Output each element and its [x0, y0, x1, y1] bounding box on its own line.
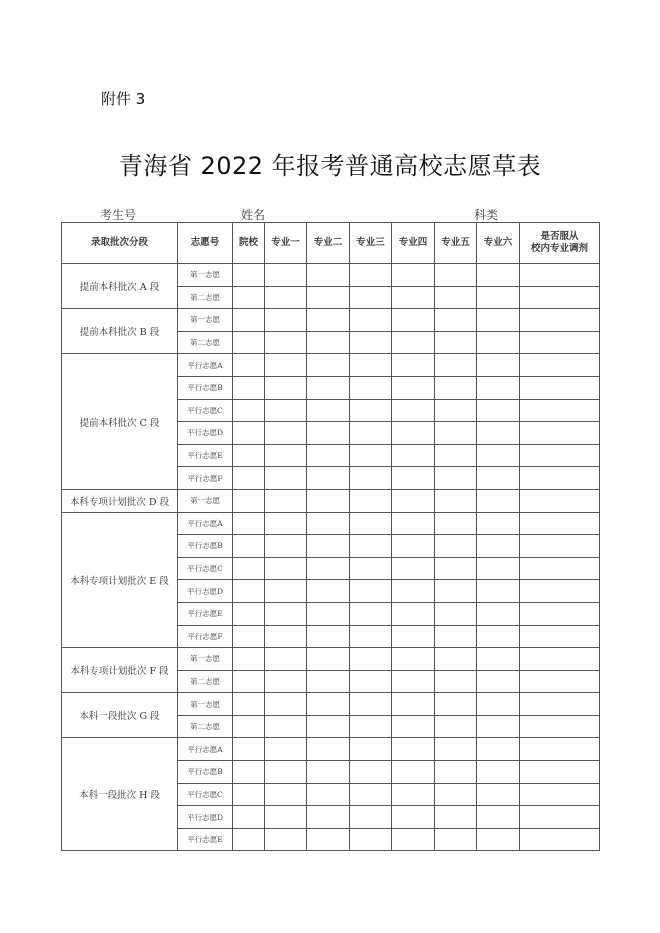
wish-number: 平行志愿D — [178, 580, 233, 603]
major1-cell[interactable] — [265, 715, 307, 738]
school-cell[interactable] — [233, 489, 265, 512]
major4-cell[interactable] — [392, 602, 435, 625]
batch-label: 本科专项计划批次 F 段 — [62, 648, 178, 693]
school-cell[interactable] — [233, 354, 265, 377]
major1-cell[interactable] — [265, 399, 307, 422]
major6-cell[interactable] — [477, 467, 520, 490]
major6-cell[interactable] — [477, 331, 520, 354]
major6-cell[interactable] — [477, 557, 520, 580]
major6-cell[interactable] — [477, 648, 520, 671]
major5-cell[interactable] — [435, 264, 477, 287]
major2-cell[interactable] — [307, 331, 350, 354]
major5-cell[interactable] — [435, 580, 477, 603]
major1-cell[interactable] — [265, 580, 307, 603]
adjust-cell[interactable] — [520, 331, 600, 354]
wish-number: 平行志愿E — [178, 602, 233, 625]
adjust-cell[interactable] — [520, 286, 600, 309]
header-batch: 录取批次分段 — [62, 223, 178, 264]
wish-number: 第二志愿 — [178, 331, 233, 354]
major3-cell[interactable] — [350, 761, 392, 784]
major6-cell[interactable] — [477, 399, 520, 422]
wish-number: 平行志愿A — [178, 354, 233, 377]
major1-cell[interactable] — [265, 828, 307, 851]
major3-cell[interactable] — [350, 693, 392, 716]
major4-cell[interactable] — [392, 444, 435, 467]
major6-cell[interactable] — [477, 625, 520, 648]
adjust-cell[interactable] — [520, 648, 600, 671]
school-cell[interactable] — [233, 264, 265, 287]
major4-cell[interactable] — [392, 580, 435, 603]
major3-cell[interactable] — [350, 331, 392, 354]
major6-cell[interactable] — [477, 489, 520, 512]
major6-cell[interactable] — [477, 738, 520, 761]
major3-cell[interactable] — [350, 512, 392, 535]
major2-cell[interactable] — [307, 761, 350, 784]
major4-cell[interactable] — [392, 693, 435, 716]
major3-cell[interactable] — [350, 625, 392, 648]
adjust-cell[interactable] — [520, 806, 600, 829]
major3-cell[interactable] — [350, 648, 392, 671]
adjust-cell[interactable] — [520, 512, 600, 535]
wish-number: 平行志愿C — [178, 783, 233, 806]
major1-cell[interactable] — [265, 738, 307, 761]
batch-label: 提前本科批次 B 段 — [62, 309, 178, 354]
adjust-cell[interactable] — [520, 602, 600, 625]
major3-cell[interactable] — [350, 354, 392, 377]
school-cell[interactable] — [233, 625, 265, 648]
major6-cell[interactable] — [477, 535, 520, 558]
major4-cell[interactable] — [392, 535, 435, 558]
major5-cell[interactable] — [435, 761, 477, 784]
major4-cell[interactable] — [392, 625, 435, 648]
major1-cell[interactable] — [265, 376, 307, 399]
table-row — [62, 512, 600, 535]
major4-cell[interactable] — [392, 489, 435, 512]
wish-number: 第二志愿 — [178, 670, 233, 693]
school-cell[interactable] — [233, 309, 265, 332]
major6-cell[interactable] — [477, 806, 520, 829]
wish-number: 平行志愿F — [178, 467, 233, 490]
major4-cell[interactable] — [392, 354, 435, 377]
adjust-cell[interactable] — [520, 422, 600, 445]
major5-cell[interactable] — [435, 467, 477, 490]
table-row — [62, 489, 600, 512]
major5-cell[interactable] — [435, 602, 477, 625]
major3-cell[interactable] — [350, 399, 392, 422]
school-cell[interactable] — [233, 467, 265, 490]
adjust-cell[interactable] — [520, 761, 600, 784]
school-cell[interactable] — [233, 761, 265, 784]
major3-cell[interactable] — [350, 580, 392, 603]
major5-cell[interactable] — [435, 535, 477, 558]
major1-cell[interactable] — [265, 535, 307, 558]
header-major6: 专业六 — [477, 223, 520, 264]
header-row — [62, 223, 600, 264]
major4-cell[interactable] — [392, 512, 435, 535]
major1-cell[interactable] — [265, 467, 307, 490]
major4-cell[interactable] — [392, 761, 435, 784]
major2-cell[interactable] — [307, 806, 350, 829]
major3-cell[interactable] — [350, 783, 392, 806]
major3-cell[interactable] — [350, 670, 392, 693]
wish-number: 平行志愿B — [178, 376, 233, 399]
major3-cell[interactable] — [350, 602, 392, 625]
school-cell[interactable] — [233, 602, 265, 625]
attachment-label: 附件 3 — [101, 90, 146, 108]
major6-cell[interactable] — [477, 580, 520, 603]
wish-number: 平行志愿A — [178, 738, 233, 761]
major5-cell[interactable] — [435, 693, 477, 716]
adjust-cell[interactable] — [520, 557, 600, 580]
major6-cell[interactable] — [477, 715, 520, 738]
major4-cell[interactable] — [392, 286, 435, 309]
major6-cell[interactable] — [477, 286, 520, 309]
table-row — [62, 693, 600, 716]
table-row — [62, 738, 600, 761]
table-row — [62, 648, 600, 671]
exam-number-label: 考生号 — [100, 208, 137, 222]
school-cell[interactable] — [233, 806, 265, 829]
wish-number: 第一志愿 — [178, 264, 233, 287]
wish-number: 平行志愿D — [178, 422, 233, 445]
major3-cell[interactable] — [350, 489, 392, 512]
major1-cell[interactable] — [265, 761, 307, 784]
category-label: 科类 — [474, 208, 499, 222]
major4-cell[interactable] — [392, 828, 435, 851]
wish-number: 第一志愿 — [178, 648, 233, 671]
major3-cell[interactable] — [350, 738, 392, 761]
major4-cell[interactable] — [392, 467, 435, 490]
major5-cell[interactable] — [435, 783, 477, 806]
major3-cell[interactable] — [350, 264, 392, 287]
adjust-cell[interactable] — [520, 444, 600, 467]
batch-label: 本科专项计划批次 E 段 — [62, 512, 178, 648]
major2-cell[interactable] — [307, 309, 350, 332]
name-label: 姓名 — [241, 208, 266, 222]
school-cell[interactable] — [233, 670, 265, 693]
major4-cell[interactable] — [392, 422, 435, 445]
school-cell[interactable] — [233, 693, 265, 716]
major5-cell[interactable] — [435, 444, 477, 467]
major1-cell[interactable] — [265, 557, 307, 580]
major1-cell[interactable] — [265, 444, 307, 467]
school-cell[interactable] — [233, 422, 265, 445]
adjust-cell[interactable] — [520, 467, 600, 490]
major1-cell[interactable] — [265, 625, 307, 648]
major2-cell[interactable] — [307, 648, 350, 671]
major3-cell[interactable] — [350, 422, 392, 445]
table-row — [62, 264, 600, 287]
major4-cell[interactable] — [392, 309, 435, 332]
wish-number: 平行志愿E — [178, 444, 233, 467]
major1-cell[interactable] — [265, 422, 307, 445]
major5-cell[interactable] — [435, 286, 477, 309]
major3-cell[interactable] — [350, 535, 392, 558]
major5-cell[interactable] — [435, 738, 477, 761]
major1-cell[interactable] — [265, 783, 307, 806]
major6-cell[interactable] — [477, 264, 520, 287]
wish-table — [61, 222, 600, 851]
major6-cell[interactable] — [477, 354, 520, 377]
major6-cell[interactable] — [477, 828, 520, 851]
major2-cell[interactable] — [307, 580, 350, 603]
major4-cell[interactable] — [392, 715, 435, 738]
adjust-cell[interactable] — [520, 580, 600, 603]
table-row — [62, 309, 600, 332]
major2-cell[interactable] — [307, 557, 350, 580]
major4-cell[interactable] — [392, 806, 435, 829]
school-cell[interactable] — [233, 557, 265, 580]
major2-cell[interactable] — [307, 670, 350, 693]
major5-cell[interactable] — [435, 715, 477, 738]
adjust-cell[interactable] — [520, 693, 600, 716]
major2-cell[interactable] — [307, 738, 350, 761]
major6-cell[interactable] — [477, 783, 520, 806]
school-cell[interactable] — [233, 512, 265, 535]
major1-cell[interactable] — [265, 264, 307, 287]
major5-cell[interactable] — [435, 422, 477, 445]
school-cell[interactable] — [233, 376, 265, 399]
major6-cell[interactable] — [477, 693, 520, 716]
major2-cell[interactable] — [307, 467, 350, 490]
major2-cell[interactable] — [307, 444, 350, 467]
major3-cell[interactable] — [350, 715, 392, 738]
school-cell[interactable] — [233, 738, 265, 761]
school-cell[interactable] — [233, 648, 265, 671]
major5-cell[interactable] — [435, 489, 477, 512]
wish-number: 第二志愿 — [178, 286, 233, 309]
major6-cell[interactable] — [477, 761, 520, 784]
major1-cell[interactable] — [265, 806, 307, 829]
school-cell[interactable] — [233, 783, 265, 806]
header-adjust-line1: 是否服从 — [540, 231, 579, 242]
major2-cell[interactable] — [307, 693, 350, 716]
major1-cell[interactable] — [265, 331, 307, 354]
major6-cell[interactable] — [477, 422, 520, 445]
major3-cell[interactable] — [350, 806, 392, 829]
major3-cell[interactable] — [350, 309, 392, 332]
major6-cell[interactable] — [477, 512, 520, 535]
major4-cell[interactable] — [392, 264, 435, 287]
adjust-cell[interactable] — [520, 670, 600, 693]
major2-cell[interactable] — [307, 399, 350, 422]
school-cell[interactable] — [233, 286, 265, 309]
header-major5: 专业五 — [435, 223, 477, 264]
batch-label: 本科一段批次 G 段 — [62, 693, 178, 738]
major5-cell[interactable] — [435, 828, 477, 851]
major6-cell[interactable] — [477, 444, 520, 467]
wish-number: 平行志愿E — [178, 828, 233, 851]
major3-cell[interactable] — [350, 467, 392, 490]
major5-cell[interactable] — [435, 512, 477, 535]
major5-cell[interactable] — [435, 399, 477, 422]
header-adjust — [520, 223, 600, 264]
major5-cell[interactable] — [435, 670, 477, 693]
adjust-cell[interactable] — [520, 376, 600, 399]
adjust-cell[interactable] — [520, 535, 600, 558]
major5-cell[interactable] — [435, 806, 477, 829]
wish-number: 第一志愿 — [178, 489, 233, 512]
batch-label: 本科一段批次 H 段 — [62, 738, 178, 851]
major6-cell[interactable] — [477, 309, 520, 332]
major1-cell[interactable] — [265, 602, 307, 625]
adjust-cell[interactable] — [520, 399, 600, 422]
table-row — [62, 354, 600, 377]
page-title: 青海省 2022 年报考普通高校志愿草表 — [118, 152, 542, 180]
adjust-cell[interactable] — [520, 625, 600, 648]
adjust-cell[interactable] — [520, 309, 600, 332]
major2-cell[interactable] — [307, 783, 350, 806]
major5-cell[interactable] — [435, 331, 477, 354]
major1-cell[interactable] — [265, 648, 307, 671]
school-cell[interactable] — [233, 331, 265, 354]
major4-cell[interactable] — [392, 738, 435, 761]
major1-cell[interactable] — [265, 286, 307, 309]
wish-number: 第二志愿 — [178, 715, 233, 738]
major5-cell[interactable] — [435, 354, 477, 377]
major2-cell[interactable] — [307, 489, 350, 512]
adjust-cell[interactable] — [520, 264, 600, 287]
major3-cell[interactable] — [350, 557, 392, 580]
wish-number: 平行志愿B — [178, 761, 233, 784]
major1-cell[interactable] — [265, 489, 307, 512]
adjust-cell[interactable] — [520, 354, 600, 377]
wish-number: 第一志愿 — [178, 693, 233, 716]
wish-number: 平行志愿B — [178, 535, 233, 558]
major2-cell[interactable] — [307, 715, 350, 738]
major4-cell[interactable] — [392, 670, 435, 693]
adjust-cell[interactable] — [520, 783, 600, 806]
major4-cell[interactable] — [392, 783, 435, 806]
school-cell[interactable] — [233, 715, 265, 738]
major2-cell[interactable] — [307, 512, 350, 535]
major2-cell[interactable] — [307, 535, 350, 558]
major5-cell[interactable] — [435, 376, 477, 399]
header-school: 院校 — [233, 223, 265, 264]
major5-cell[interactable] — [435, 648, 477, 671]
major6-cell[interactable] — [477, 602, 520, 625]
major5-cell[interactable] — [435, 309, 477, 332]
exam-number-field — [100, 206, 218, 223]
major5-cell[interactable] — [435, 625, 477, 648]
major6-cell[interactable] — [477, 376, 520, 399]
major3-cell[interactable] — [350, 444, 392, 467]
wish-number: 平行志愿C — [178, 399, 233, 422]
major2-cell[interactable] — [307, 286, 350, 309]
major1-cell[interactable] — [265, 354, 307, 377]
major2-cell[interactable] — [307, 602, 350, 625]
adjust-cell[interactable] — [520, 828, 600, 851]
major2-cell[interactable] — [307, 354, 350, 377]
major2-cell[interactable] — [307, 828, 350, 851]
wish-number: 平行志愿A — [178, 512, 233, 535]
major2-cell[interactable] — [307, 625, 350, 648]
major4-cell[interactable] — [392, 331, 435, 354]
major1-cell[interactable] — [265, 670, 307, 693]
major4-cell[interactable] — [392, 399, 435, 422]
header-major4: 专业四 — [392, 223, 435, 264]
batch-label: 本科专项计划批次 D 段 — [62, 489, 178, 512]
major3-cell[interactable] — [350, 376, 392, 399]
major3-cell[interactable] — [350, 828, 392, 851]
school-cell[interactable] — [233, 399, 265, 422]
major1-cell[interactable] — [265, 309, 307, 332]
major2-cell[interactable] — [307, 422, 350, 445]
category-field — [474, 206, 560, 223]
wish-number: 第一志愿 — [178, 309, 233, 332]
major5-cell[interactable] — [435, 557, 477, 580]
wish-number: 平行志愿F — [178, 625, 233, 648]
header-major1: 专业一 — [265, 223, 307, 264]
major4-cell[interactable] — [392, 557, 435, 580]
wish-number: 平行志愿C — [178, 557, 233, 580]
header-wish-no: 志愿号 — [178, 223, 233, 264]
school-cell[interactable] — [233, 444, 265, 467]
major1-cell[interactable] — [265, 512, 307, 535]
adjust-cell[interactable] — [520, 489, 600, 512]
major2-cell[interactable] — [307, 376, 350, 399]
school-cell[interactable] — [233, 580, 265, 603]
major1-cell[interactable] — [265, 693, 307, 716]
batch-label: 提前本科批次 A 段 — [62, 264, 178, 309]
major4-cell[interactable] — [392, 648, 435, 671]
header-major2: 专业二 — [307, 223, 350, 264]
header-major3: 专业三 — [350, 223, 392, 264]
batch-label: 提前本科批次 C 段 — [62, 354, 178, 490]
major6-cell[interactable] — [477, 670, 520, 693]
header-adjust-line2: 校内专业调剂 — [530, 243, 588, 254]
wish-number: 平行志愿D — [178, 806, 233, 829]
school-cell[interactable] — [233, 828, 265, 851]
adjust-cell[interactable] — [520, 738, 600, 761]
school-cell[interactable] — [233, 535, 265, 558]
major3-cell[interactable] — [350, 286, 392, 309]
name-field — [241, 206, 361, 223]
major4-cell[interactable] — [392, 376, 435, 399]
adjust-cell[interactable] — [520, 715, 600, 738]
major2-cell[interactable] — [307, 264, 350, 287]
